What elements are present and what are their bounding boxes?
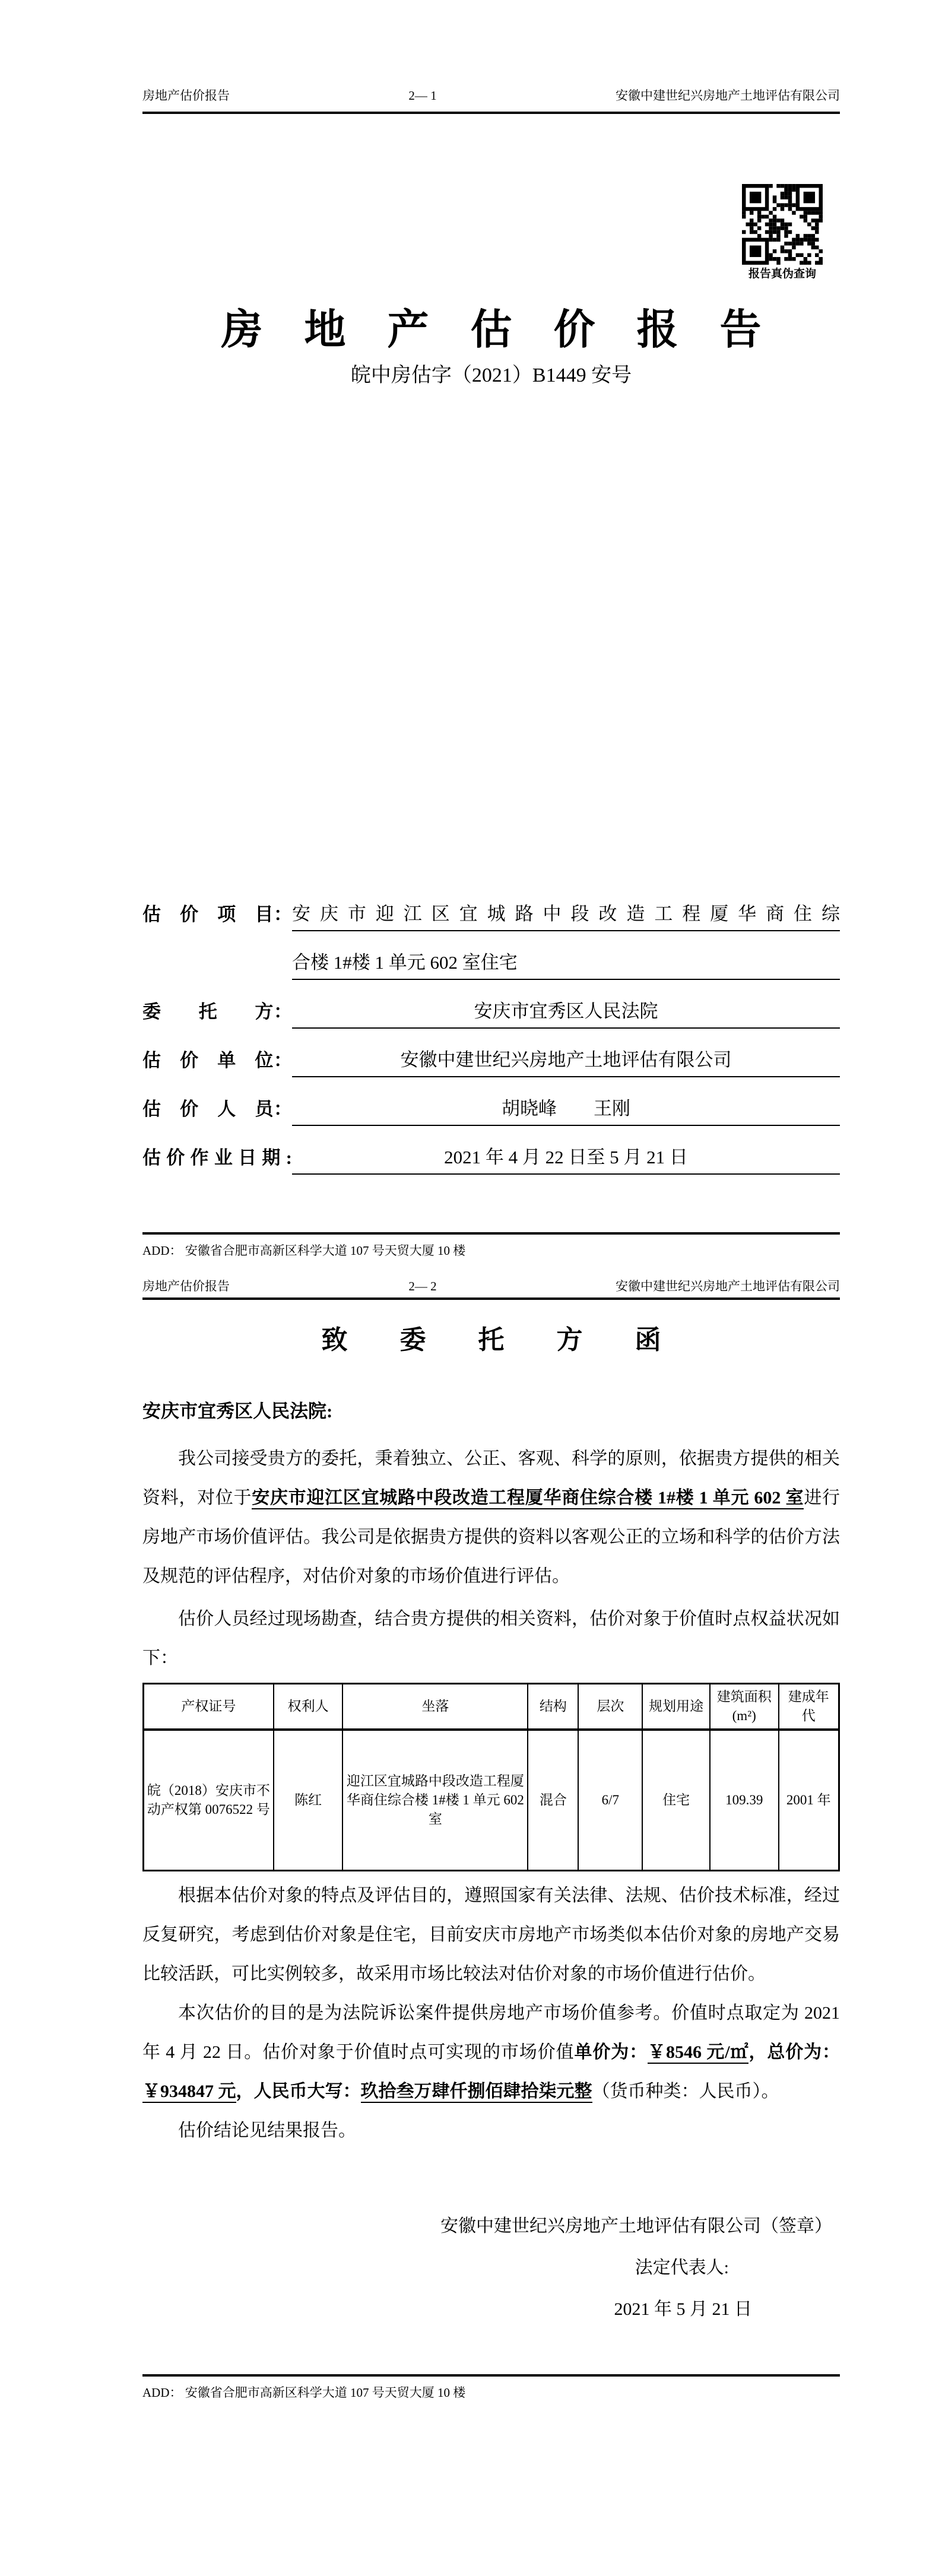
letter-title: 致 委 托 方 函 (321, 1325, 661, 1354)
paragraph-valuation-result (142, 1994, 840, 2111)
table-row (144, 1730, 839, 1871)
table-cell: 6/7 (578, 1730, 642, 1871)
page2-footer (142, 2374, 840, 2401)
table-body (144, 1730, 839, 1871)
header-doc-type: 房地产估价报告 (142, 1279, 230, 1293)
table-cell: 迎江区宜城路中段改造工程厦华商住综合楼 1#楼 1 单元 602 室 (342, 1730, 528, 1871)
text-run: ， (748, 2042, 767, 2062)
qr-block (742, 184, 823, 281)
header-doc-type: 房地产估价报告 (142, 88, 230, 103)
form-row-appraisers (142, 1093, 840, 1126)
paragraph-method: 根据本估价对象的特点及评估目的，遵照国家有关法律、法规、估价技术标准，经过反复研究，考虑到估价对象是住宅，目前安庆市房地产市场类似本估价对象的房地产交易比较活跃，可比实例较多，故采用市场比较法对估价对象的市场价值进行估价。 (142, 1886, 840, 1984)
table-header-cell: 建成年代 (779, 1684, 839, 1730)
paragraph-conclusion-note: 估价结论见结果报告。 (178, 2121, 356, 2140)
footer-address: ADD： 安徽省合肥市高新区科学大道 107 号天贸大厦 10 楼 (142, 1243, 466, 1258)
text-run: 进行房地产市场价值评估。我公司是依据贵方提供的资料以客观公正的立场和科学的估价方法及规范的评估程序，对估价对象的市场价值进行评估。 (142, 1488, 840, 1586)
table-header-cell: 结构 (528, 1684, 578, 1730)
page1-footer (142, 1232, 840, 1260)
page1-header (142, 0, 840, 114)
highlighted-value: ￥8546 元/㎡ (648, 2042, 748, 2064)
signature-block (142, 2206, 840, 2330)
table-cell: 陈红 (274, 1730, 343, 1871)
agency-value: 安徽中建世纪兴房地产土地评估有限公司 (292, 1044, 840, 1077)
table-header-cell: 坐落 (342, 1684, 528, 1730)
form-row-work-dates (142, 1141, 840, 1175)
client-label: 委 托 方： (142, 1001, 292, 1022)
qr-caption: 报告真伪查询 (748, 268, 816, 280)
text-run: 单价为： (574, 2042, 648, 2062)
table-header-cell: 层次 (578, 1684, 642, 1730)
signature-date: 2021 年 5 月 21 日 (614, 2299, 752, 2319)
text-run: 本次估价的目的是为法院诉讼案件提供房地产市场价值参考。价值时点取定为 2021 年 4 月 22 日。估价对象于价值时点可实现的市场价值 (142, 2003, 840, 2062)
appraisers-value: 胡晓峰 王刚 (292, 1093, 840, 1126)
table-header-cell: 规划用途 (642, 1684, 709, 1730)
table-header-cell: 权利人 (274, 1684, 343, 1730)
form-row-project (142, 898, 840, 931)
header-company-name: 安徽中建世纪兴房地产土地评估有限公司 (616, 88, 840, 103)
highlighted-value: 安庆市迎江区宜城路中段改造工程厦华商住综合楼 1#楼 1 单元 602 室 (252, 1488, 804, 1509)
project-value-line2: 合楼 1#楼 1 单元 602 室住宅 (292, 947, 840, 980)
signature-company: 安徽中建世纪兴房地产土地评估有限公司（签章） (440, 2216, 832, 2236)
agency-label: 估 价 单 位： (142, 1050, 292, 1071)
project-value-line1: 安庆市迎江区宜城路中段改造工程厦华商住综 (292, 898, 840, 931)
text-run: （货币种类：人民币）。 (592, 2082, 779, 2101)
client-value: 安庆市宜秀区人民法院 (292, 995, 840, 1029)
header-page-number: 2— 1 (408, 88, 437, 103)
work-dates-value: 2021 年 4 月 22 日至 5 月 21 日 (292, 1141, 840, 1175)
property-rights-table (142, 1683, 840, 1871)
form-row-client (142, 995, 840, 1029)
project-label-spacer (142, 947, 292, 980)
table-cell: 混合 (528, 1730, 578, 1871)
cover-form (142, 898, 840, 1175)
text-run: 总价为： (767, 2042, 840, 2062)
paragraph-inspection: 估价人员经过现场勘查，结合贵方提供的相关资料，估价对象于价值时点权益状况如下： (142, 1609, 840, 1668)
report-number: 皖中房估字（2021）B1449 安号 (350, 364, 632, 386)
header-company-name: 安徽中建世纪兴房地产土地评估有限公司 (616, 1279, 840, 1293)
form-row-project-cont (142, 947, 840, 980)
table-cell: 住宅 (642, 1730, 709, 1871)
header-page-number: 2— 2 (408, 1279, 437, 1293)
qr-code (742, 184, 823, 265)
report-title: 房 地 产 估 价 报 告 (221, 307, 762, 353)
letter-salutation: 安庆市宜秀区人民法院: (142, 1401, 333, 1422)
footer-address: ADD： 安徽省合肥市高新区科学大道 107 号天贸大厦 10 楼 (142, 2385, 466, 2400)
table-cell: 109.39 (710, 1730, 779, 1871)
table-header-cell: 产权证号 (144, 1684, 274, 1730)
work-dates-label: 估价作业日期: (142, 1147, 292, 1168)
text-run: ，人民币大写： (236, 2082, 361, 2101)
text-run: 我公司接受贵方的委托，秉着独立、公正、客观、科学的原则，依据贵方提供的相关资料，对位于 (142, 1449, 840, 1508)
paragraph-introduction (142, 1439, 840, 1596)
table-cell: 皖（2018）安庆市不动产权第 0076522 号 (144, 1730, 274, 1871)
table-header (144, 1684, 839, 1730)
page2-header (142, 1277, 840, 1300)
table-cell: 2001 年 (779, 1730, 839, 1871)
project-label: 估 价 项 目： (142, 904, 292, 925)
highlighted-value: 玖拾叁万肆仟捌佰肆拾柒元整 (361, 2082, 592, 2103)
form-row-agency (142, 1044, 840, 1077)
signature-legal-representative: 法定代表人: (635, 2258, 729, 2277)
table-header-cell: 建筑面积(m²) (710, 1684, 779, 1730)
appraisers-label: 估 价 人 员： (142, 1099, 292, 1119)
highlighted-value: ￥934847 元 (142, 2082, 236, 2103)
